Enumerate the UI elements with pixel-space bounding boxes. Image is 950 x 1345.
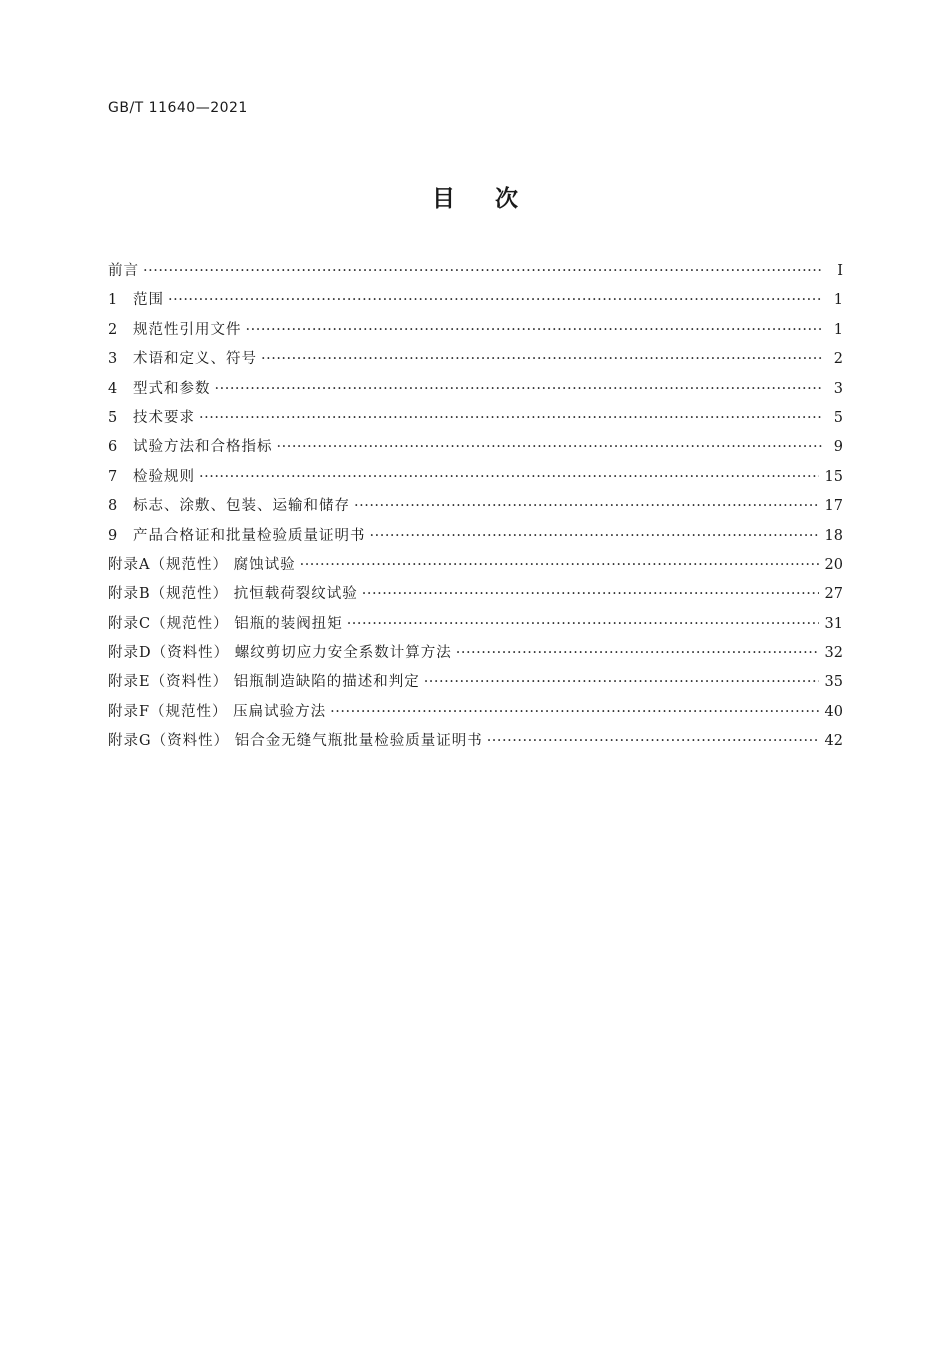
- toc-list: [108, 259, 843, 759]
- toc-leader-dots: [168, 292, 823, 308]
- toc-entry-title: 附录G（资料性） 铝合金无缝气瓶批量检验质量证明书: [108, 733, 483, 750]
- toc-leader-dots: [362, 586, 819, 602]
- toc-entry-page: 3: [833, 380, 843, 397]
- toc-leader-dots: [199, 469, 819, 485]
- toc-entry[interactable]: [108, 259, 843, 288]
- toc-entry-title: 附录F（规范性） 压扁试验方法: [108, 703, 327, 720]
- toc-leader-dots: [300, 557, 819, 573]
- toc-entry-number: 2: [108, 321, 118, 338]
- toc-entry-page: 5: [833, 409, 843, 426]
- toc-entry-page: 2: [833, 351, 843, 368]
- toc-leader-dots: [143, 263, 823, 279]
- toc-entry-title: 附录B（规范性） 抗恒载荷裂纹试验: [108, 586, 358, 603]
- toc-entry-number: 3: [108, 351, 118, 368]
- toc-entry-title: 标志、涂敷、包装、运输和储存: [133, 498, 350, 515]
- toc-leader-dots: [354, 498, 819, 514]
- toc-entry[interactable]: [108, 670, 843, 699]
- toc-entry[interactable]: [108, 641, 843, 670]
- toc-entry[interactable]: [108, 465, 843, 494]
- toc-entry-page: 42: [824, 733, 843, 750]
- toc-entry-page: 27: [824, 586, 843, 603]
- toc-leader-dots: [347, 616, 819, 632]
- page-title: 目次: [432, 186, 558, 212]
- toc-entry-number: 1: [108, 292, 118, 309]
- toc-entry-title: 附录E（资料性） 铝瓶制造缺陷的描述和判定: [108, 674, 420, 691]
- toc-entry[interactable]: [108, 700, 843, 729]
- toc-entry-title: 附录C（规范性） 铝瓶的装阀扭矩: [108, 615, 343, 632]
- toc-entry[interactable]: [108, 582, 843, 611]
- toc-leader-dots: [370, 528, 819, 544]
- toc-leader-dots: [215, 381, 824, 397]
- toc-leader-dots: [424, 674, 819, 690]
- toc-entry-title: 产品合格证和批量检验质量证明书: [133, 527, 366, 544]
- toc-entry-title: 型式和参数: [133, 380, 211, 397]
- toc-leader-dots: [199, 410, 823, 426]
- toc-entry-page: 32: [824, 645, 843, 662]
- toc-leader-dots: [246, 322, 824, 338]
- toc-entry-title: 范围: [133, 292, 164, 309]
- toc-entry-title: 附录A（规范性） 腐蚀试验: [108, 556, 296, 573]
- toc-entry-page: 17: [824, 498, 843, 515]
- toc-entry-title: 试验方法和合格指标: [133, 439, 273, 456]
- toc-entry[interactable]: [108, 288, 843, 317]
- toc-entry-page: 40: [824, 703, 843, 720]
- toc-leader-dots: [330, 704, 818, 720]
- toc-entry-number: 9: [108, 527, 118, 544]
- toc-entry-title: 附录D（资料性） 螺纹剪切应力安全系数计算方法: [108, 645, 452, 662]
- toc-entry-number: 7: [108, 468, 118, 485]
- toc-entry-page: 1: [833, 321, 843, 338]
- toc-entry-title: 术语和定义、符号: [133, 351, 257, 368]
- toc-entry-number: 8: [108, 498, 118, 515]
- toc-entry-page: 18: [824, 527, 843, 544]
- toc-entry[interactable]: [108, 318, 843, 347]
- toc-entry[interactable]: [108, 553, 843, 582]
- toc-entry-title: 规范性引用文件: [133, 321, 242, 338]
- toc-entry[interactable]: [108, 377, 843, 406]
- toc-entry-page: 31: [824, 615, 843, 632]
- toc-entry-page: 35: [824, 674, 843, 691]
- toc-entry[interactable]: [108, 612, 843, 641]
- toc-entry-title: 检验规则: [133, 468, 195, 485]
- toc-entry-page: 9: [833, 439, 843, 456]
- toc-entry-page: 1: [833, 292, 843, 309]
- toc-entry-title: 前言: [108, 263, 139, 279]
- toc-leader-dots: [456, 645, 819, 661]
- toc-entry-number: 4: [108, 380, 118, 397]
- toc-entry-number: 6: [108, 439, 118, 456]
- standard-code: GB/T 11640—2021: [108, 100, 248, 116]
- toc-entry[interactable]: [108, 729, 843, 758]
- toc-entry-page: 15: [824, 468, 843, 485]
- toc-entry[interactable]: [108, 494, 843, 523]
- toc-entry[interactable]: [108, 435, 843, 464]
- toc-leader-dots: [277, 439, 824, 455]
- toc-leader-dots: [261, 351, 823, 367]
- toc-entry[interactable]: [108, 347, 843, 376]
- toc-entry[interactable]: [108, 406, 843, 435]
- toc-entry-title: 技术要求: [133, 409, 195, 426]
- toc-entry-page: 20: [824, 556, 843, 573]
- toc-entry[interactable]: [108, 524, 843, 553]
- toc-leader-dots: [487, 733, 819, 749]
- toc-entry-number: 5: [108, 409, 118, 426]
- toc-entry-page: Ⅰ: [837, 263, 843, 279]
